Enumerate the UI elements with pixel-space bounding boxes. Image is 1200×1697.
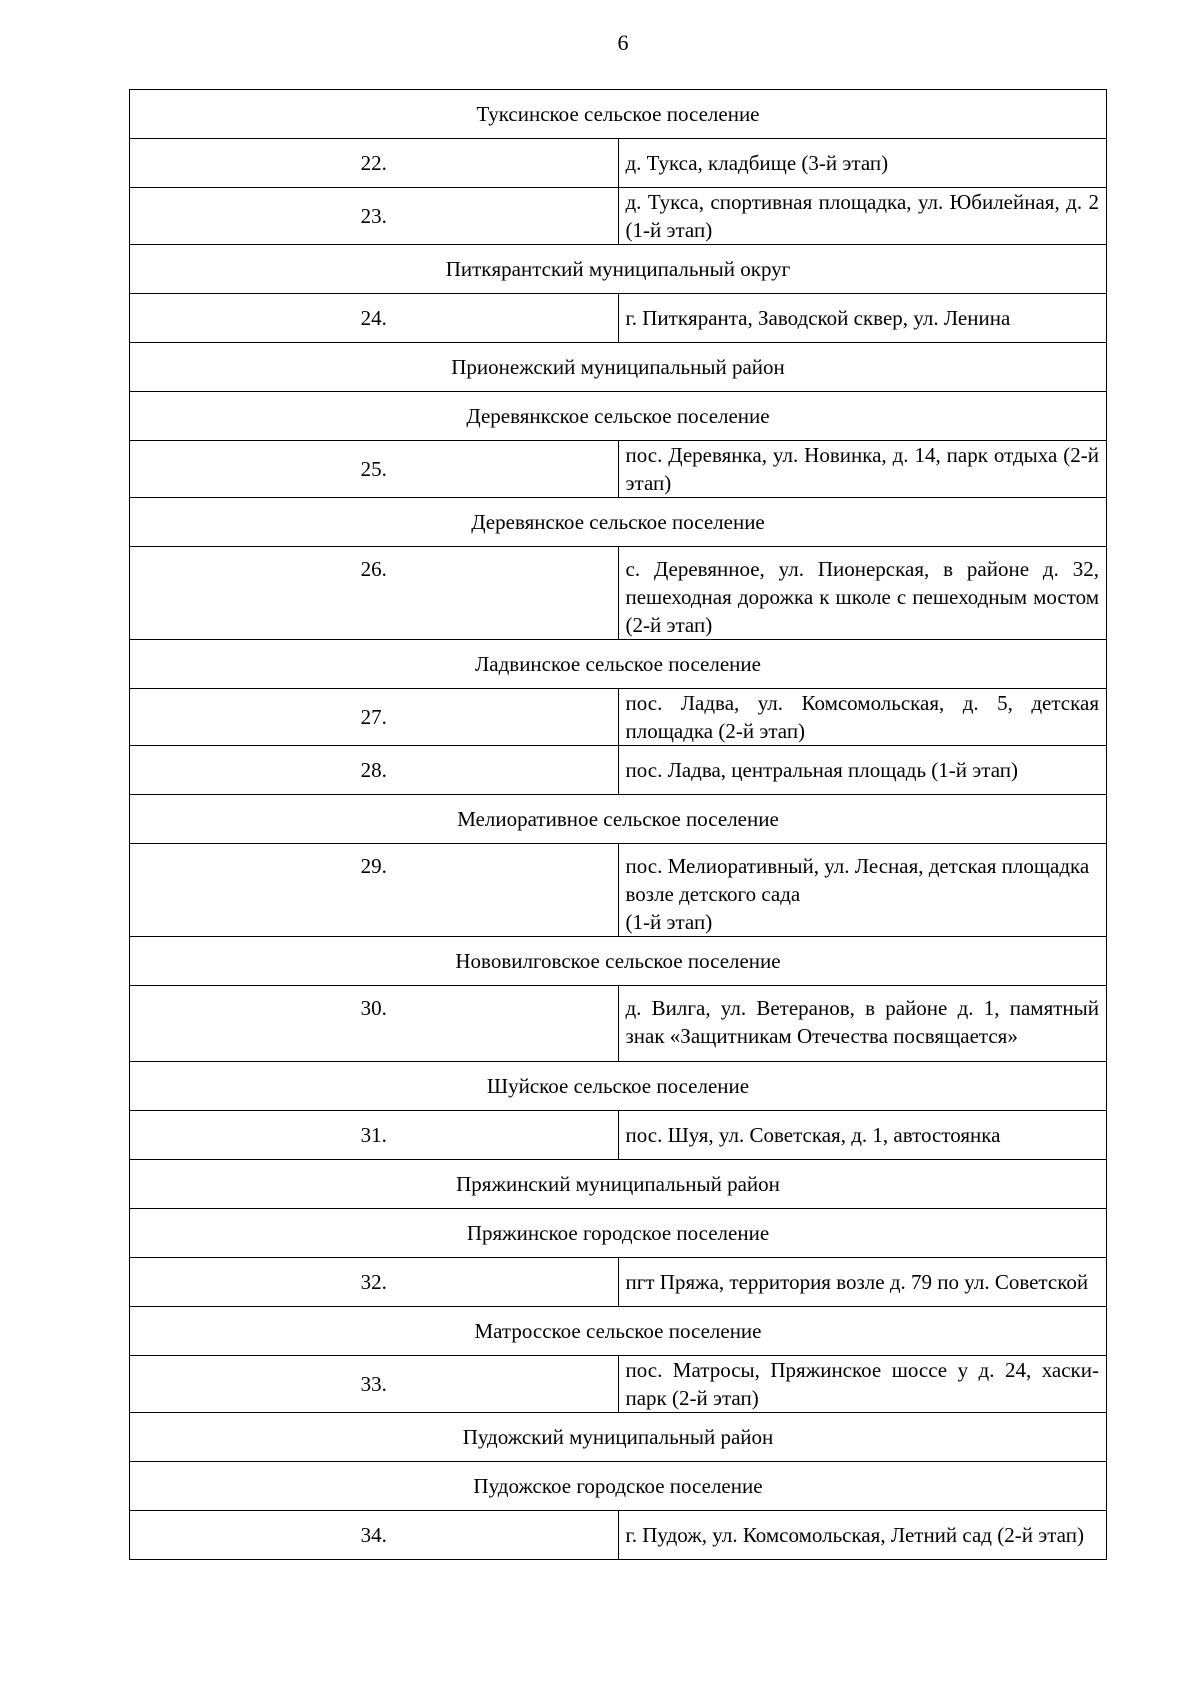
section-header-row	[130, 1413, 1107, 1462]
section-title: Шуйское сельское поселение	[130, 1062, 1107, 1111]
row-number: 34.	[130, 1511, 619, 1560]
table-row	[130, 1511, 1107, 1560]
row-number: 22.	[130, 139, 619, 188]
table-row	[130, 844, 1107, 937]
section-title: Деревянкское сельское поселение	[130, 392, 1107, 441]
table-row	[130, 294, 1107, 343]
section-title: Пудожское городское поселение	[130, 1462, 1107, 1511]
table-row	[130, 986, 1107, 1062]
row-address	[618, 844, 1107, 937]
section-header-row	[130, 1209, 1107, 1258]
table-row	[130, 746, 1107, 795]
section-header-row	[130, 1462, 1107, 1511]
table-row	[130, 1258, 1107, 1307]
row-number: 23.	[130, 188, 619, 245]
row-address: пос. Ладва, ул. Комсомольская, д. 5, детская площадка (2-й этап)	[618, 689, 1107, 746]
row-number: 26.	[130, 547, 619, 640]
row-address: д. Тукса, кладбище (3-й этап)	[618, 139, 1107, 188]
section-title: Матросское сельское поселение	[130, 1307, 1107, 1356]
row-address-line: (1-й этап)	[625, 910, 713, 934]
page-number: 6	[617, 30, 629, 55]
section-header-row	[130, 795, 1107, 844]
table-row	[130, 188, 1107, 245]
section-title: Туксинское сельское поселение	[130, 90, 1107, 139]
row-number: 31.	[130, 1111, 619, 1160]
row-number: 29.	[130, 844, 619, 937]
table-row	[130, 139, 1107, 188]
table-row	[130, 1356, 1107, 1413]
row-address-line: пос. Мелиоративный, ул. Лесная, детская площадка возле детского сада	[625, 854, 1090, 906]
locations-table	[129, 89, 1107, 1560]
row-address: г. Питкяранта, Заводской сквер, ул. Ленина	[618, 294, 1107, 343]
table-row	[130, 1111, 1107, 1160]
row-address: д. Вилга, ул. Ветеранов, в районе д. 1, памятный знак «Защитникам Отечества посвящается»	[618, 986, 1107, 1062]
section-header-row	[130, 343, 1107, 392]
locations-table-body	[130, 90, 1107, 1560]
section-header-row	[130, 392, 1107, 441]
section-title: Пудожский муниципальный район	[130, 1413, 1107, 1462]
row-address: с. Деревянное, ул. Пионерская, в районе д. 32, пешеходная дорожка к школе с пешеходным мостом (2-й этап)	[618, 547, 1107, 640]
section-title: Прионежский муниципальный район	[130, 343, 1107, 392]
row-address: пгт Пряжа, территория возле д. 79 по ул. Советской	[618, 1258, 1107, 1307]
section-title: Нововилговское сельское поселение	[130, 937, 1107, 986]
row-address: пос. Ладва, центральная площадь (1-й этап)	[618, 746, 1107, 795]
section-header-row	[130, 937, 1107, 986]
section-header-row	[130, 1160, 1107, 1209]
section-title: Пряжинский муниципальный район	[130, 1160, 1107, 1209]
row-number: 33.	[130, 1356, 619, 1413]
section-header-row	[130, 498, 1107, 547]
row-number: 24.	[130, 294, 619, 343]
table-row	[130, 441, 1107, 498]
row-number: 25.	[130, 441, 619, 498]
table-row	[130, 547, 1107, 640]
section-title: Деревянское сельское поселение	[130, 498, 1107, 547]
row-address: пос. Шуя, ул. Советская, д. 1, автостоянка	[618, 1111, 1107, 1160]
row-address: пос. Матросы, Пряжинское шоссе у д. 24, хаски-парк (2-й этап)	[618, 1356, 1107, 1413]
section-header-row	[130, 1307, 1107, 1356]
row-number: 32.	[130, 1258, 619, 1307]
row-number: 28.	[130, 746, 619, 795]
row-number: 30.	[130, 986, 619, 1062]
row-address: д. Тукса, спортивная площадка, ул. Юбилейная, д. 2 (1-й этап)	[618, 188, 1107, 245]
row-number: 27.	[130, 689, 619, 746]
section-header-row	[130, 640, 1107, 689]
section-header-row	[130, 245, 1107, 294]
section-header-row	[130, 1062, 1107, 1111]
row-address: пос. Деревянка, ул. Новинка, д. 14, парк отдыха (2-й этап)	[618, 441, 1107, 498]
section-title: Питкярантский муниципальный округ	[130, 245, 1107, 294]
row-address: г. Пудож, ул. Комсомольская, Летний сад (2-й этап)	[618, 1511, 1107, 1560]
section-title: Мелиоративное сельское поселение	[130, 795, 1107, 844]
section-title: Пряжинское городское поселение	[130, 1209, 1107, 1258]
table-row	[130, 689, 1107, 746]
section-title: Ладвинское сельское поселение	[130, 640, 1107, 689]
section-header-row	[130, 90, 1107, 139]
